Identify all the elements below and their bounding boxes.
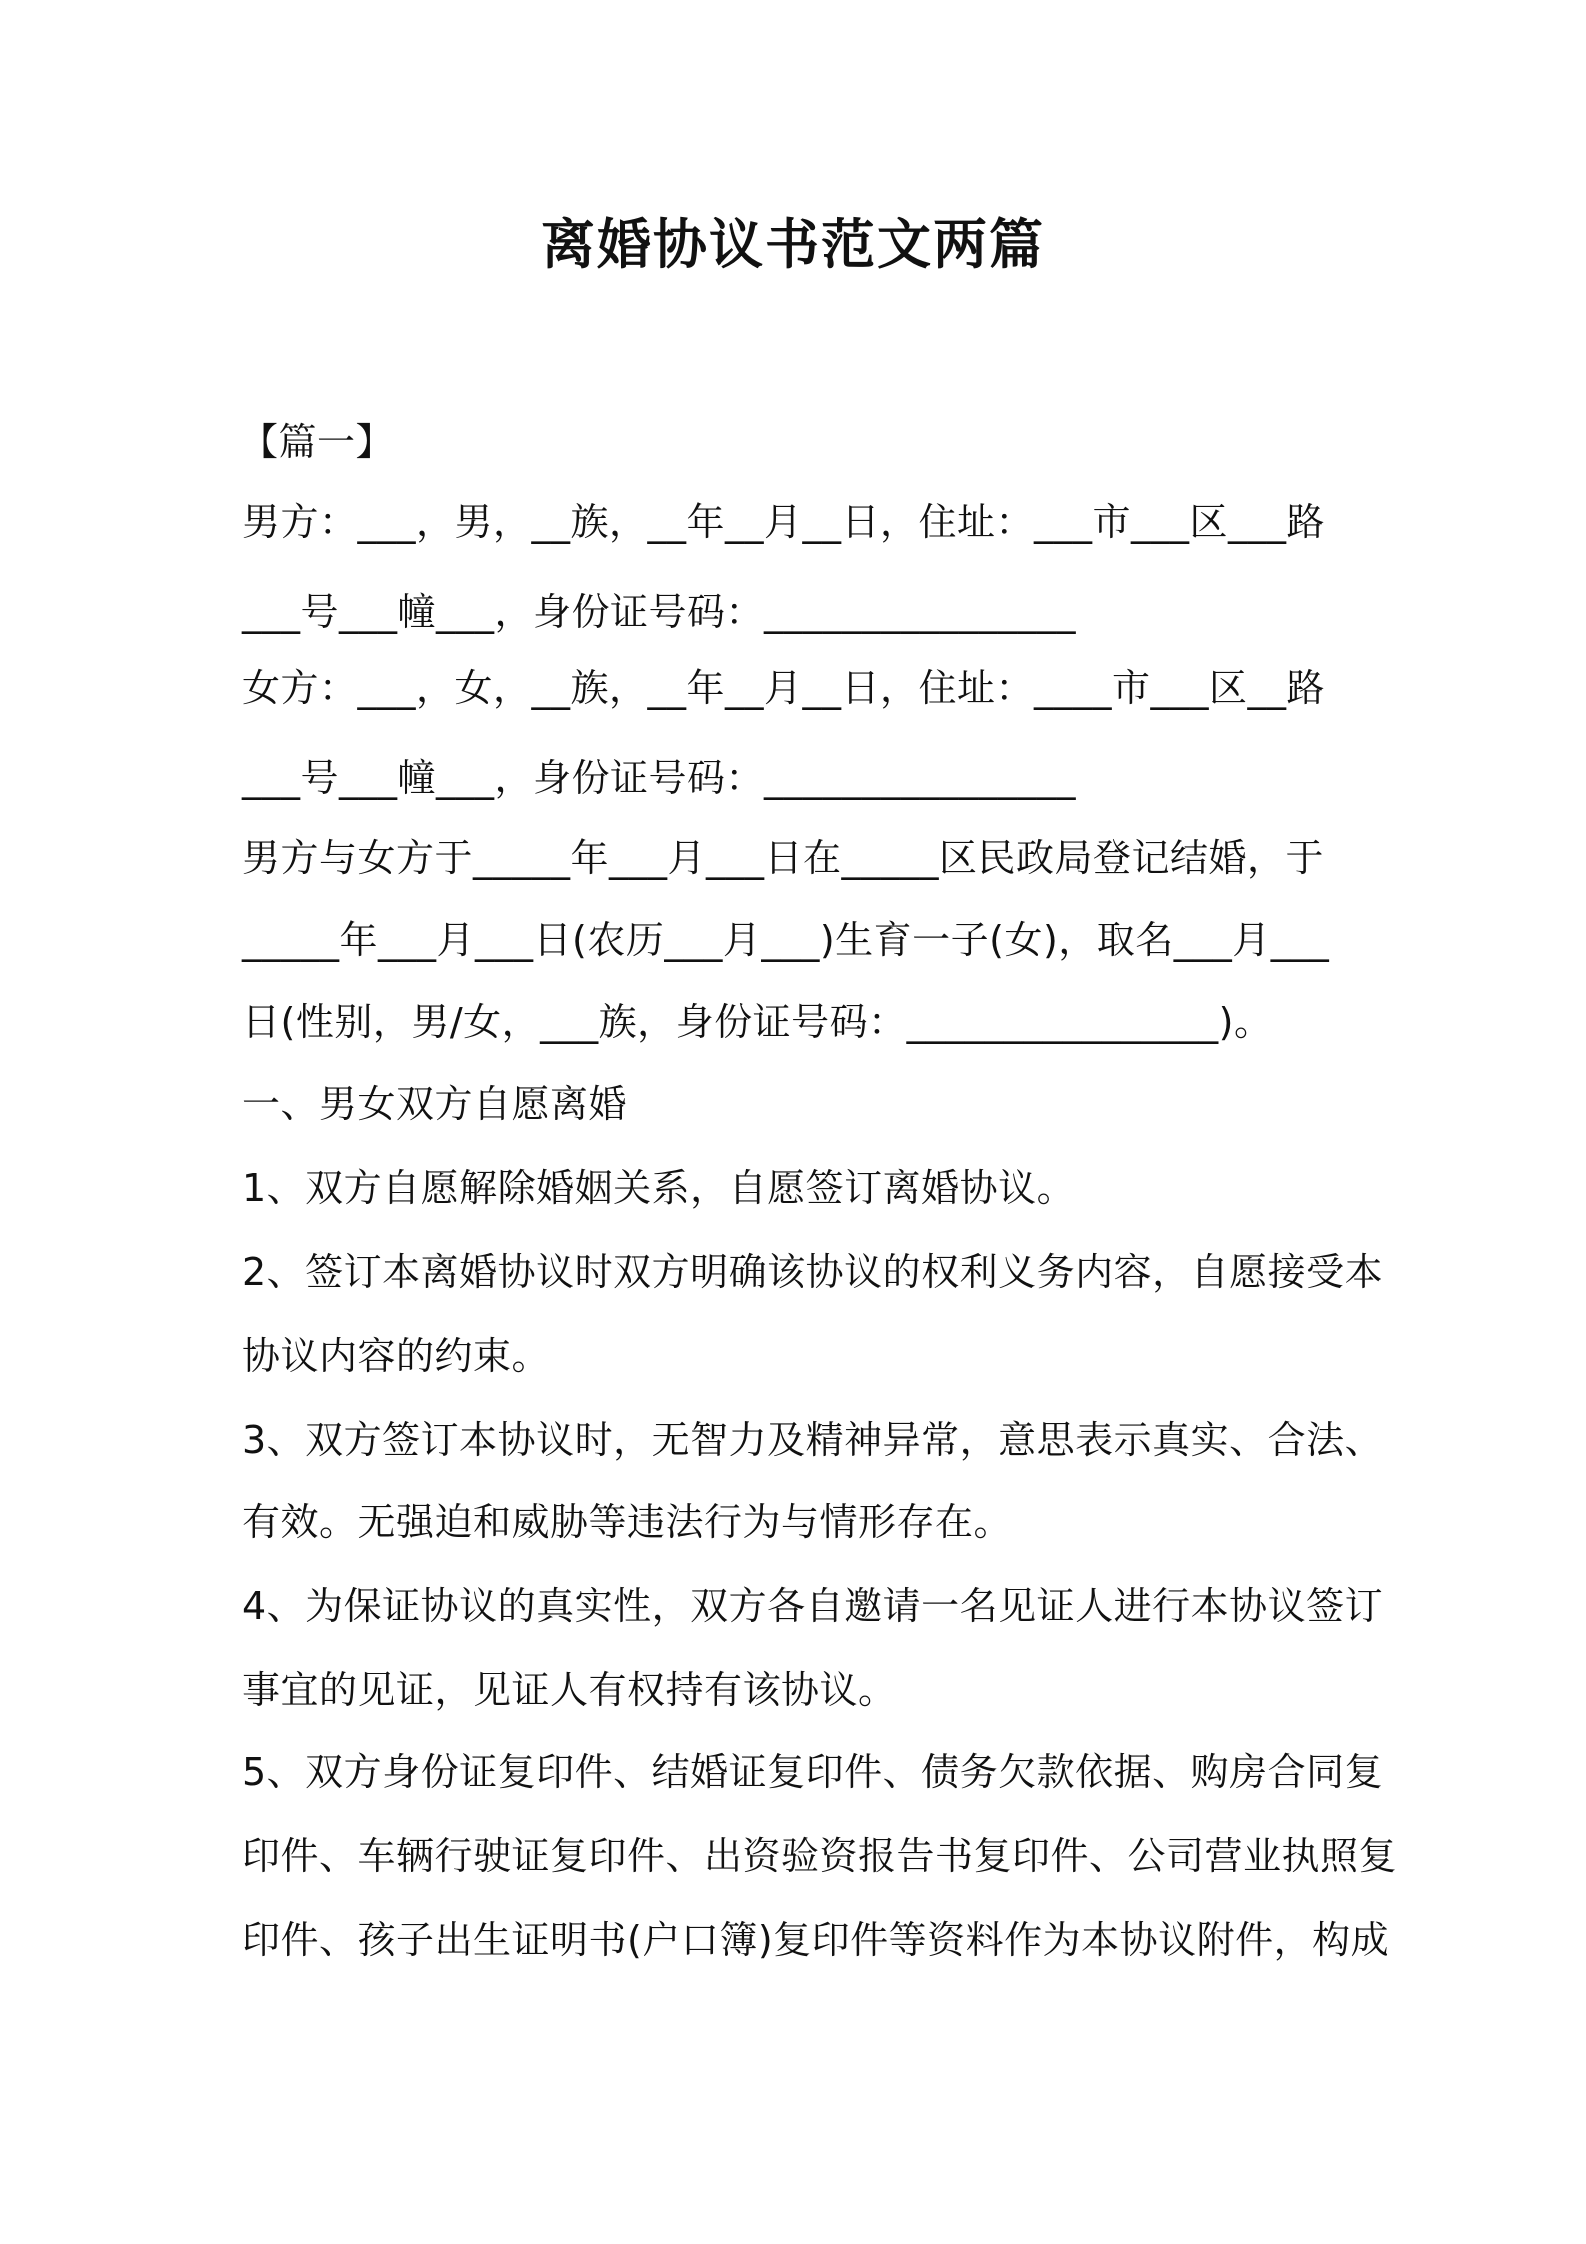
text-line: _____年___月___日(农历___月___)生育一子(女)，取名___月___ bbox=[242, 918, 1330, 962]
text-line: 事宜的见证，见证人有权持有该协议。 bbox=[242, 1668, 897, 1712]
text-line: 男方与女方于_____年___月___日在_____区民政局登记结婚，于 bbox=[242, 836, 1325, 880]
text-line: 3、双方签订本协议时，无智力及精神异常，意思表示真实、合法、 bbox=[242, 1418, 1384, 1462]
section-heading: 一、男女双方自愿离婚 bbox=[242, 1082, 628, 1126]
text-line: 日(性别，男/女，___族，身份证号码：________________)。 bbox=[242, 1000, 1273, 1044]
text-line: 1、双方自愿解除婚姻关系，自愿签订离婚协议。 bbox=[242, 1166, 1076, 1210]
text-line: 男方：___，男，__族，__年__月__日，住址：___市___区___路 bbox=[242, 500, 1326, 544]
text-line: ___号___幢___，身份证号码：________________ bbox=[242, 756, 1077, 800]
text-line: 协议内容的约束。 bbox=[242, 1334, 551, 1378]
text-line: 女方：___，女，__族，__年__月__日，住址：____市___区__路 bbox=[242, 666, 1326, 710]
text-line: 2、签订本离婚协议时双方明确该协议的权利义务内容，自愿接受本 bbox=[242, 1250, 1384, 1294]
text-line: 5、双方身份证复印件、结婚证复印件、债务欠款依据、购房合同复 bbox=[242, 1750, 1384, 1794]
text-line: ___号___幢___，身份证号码：________________ bbox=[242, 590, 1077, 634]
text-line: 有效。无强迫和威胁等违法行为与情形存在。 bbox=[242, 1500, 1013, 1544]
text-line: 印件、车辆行驶证复印件、出资验资报告书复印件、公司营业执照复 bbox=[242, 1834, 1398, 1878]
section-label: 【篇一】 bbox=[240, 420, 395, 464]
text-line: 4、为保证协议的真实性，双方各自邀请一名见证人进行本协议签订 bbox=[242, 1584, 1384, 1628]
document-title: 离婚协议书范文两篇 bbox=[541, 213, 1045, 276]
text-line: 印件、孩子出生证明书(户口簿)复印件等资料作为本协议附件，构成 bbox=[242, 1918, 1390, 1962]
